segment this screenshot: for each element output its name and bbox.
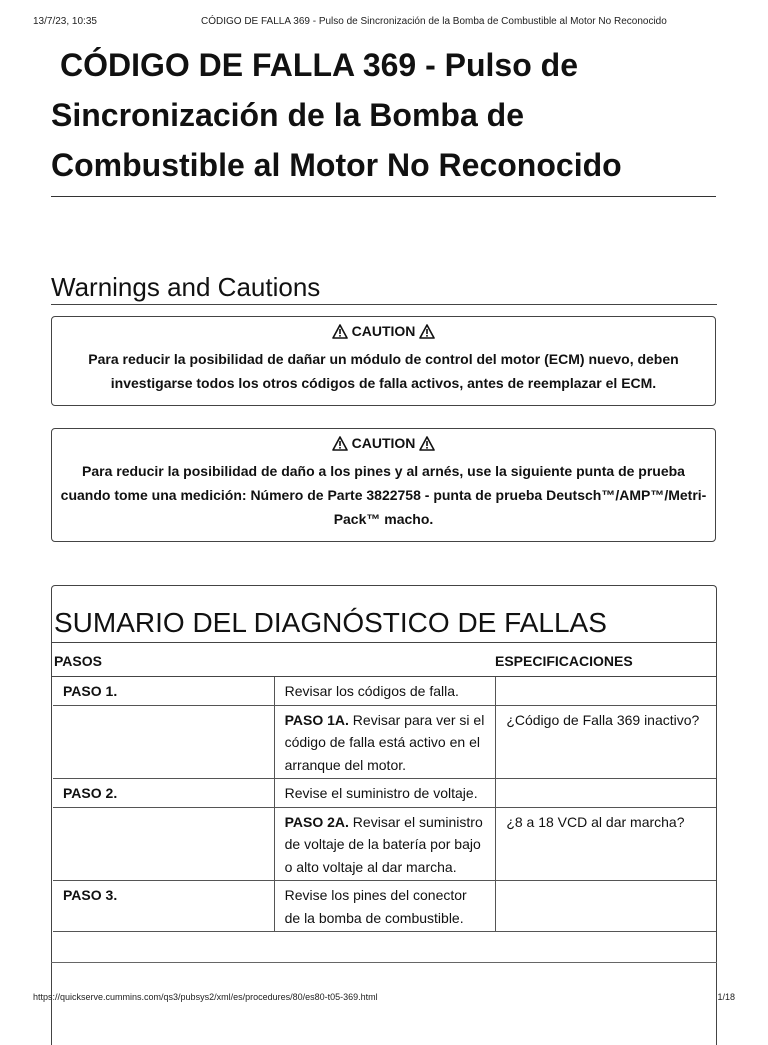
table-row <box>53 705 716 779</box>
step-action-text: Revisar los códigos de falla. <box>284 683 459 699</box>
page-number: 1/18 <box>717 992 735 1002</box>
summary-column-headers <box>52 643 716 677</box>
caution-box <box>51 428 716 542</box>
step-action-text: Revise los pines del conector de la bomba de combustible. <box>284 887 467 926</box>
sub-step-label: PASO 1A. <box>284 711 349 728</box>
page-title <box>51 40 716 197</box>
step-number-cell: PASO 1. <box>53 677 274 705</box>
warning-triangle-icon <box>419 324 435 339</box>
page-title-line-3: Combustible al Motor No Reconocido <box>51 147 622 183</box>
caution-text: Para reducir la posibilidad de daño a los pines y al arnés, use la siguiente punta de prueba cuando tome una medición: Número de Parte 3822758 - punta de prueba Deutsch™/AMP™/Metri-Pack™ macho. <box>60 463 707 527</box>
specification-cell <box>496 881 716 932</box>
warning-triangle-icon <box>332 324 348 339</box>
sub-step-label: PASO 2A. <box>284 813 349 830</box>
page-title-line-2: Sincronización de la Bomba de <box>51 97 524 133</box>
column-header-pasos: PASOS <box>54 653 102 669</box>
step-action-cell <box>274 779 496 808</box>
step-action-cell <box>274 881 496 932</box>
caution-label: CAUTION <box>351 435 416 451</box>
caution-header <box>52 319 715 343</box>
step-action-cell <box>274 705 496 779</box>
table-row <box>53 779 716 808</box>
warnings-heading: Warnings and Cautions <box>51 270 717 305</box>
caution-text: Para reducir la posibilidad de dañar un módulo de control del motor (ECM) nuevo, deben investigarse todos los otros códigos de falla activos, antes de reemplazar el ECM. <box>88 351 679 391</box>
step-number-cell: PASO 3. <box>53 881 274 932</box>
step-number-cell <box>53 807 274 881</box>
step-number-cell <box>53 705 274 779</box>
print-url: https://quickserve.cummins.com/qs3/pubsys2/xml/es/procedures/80/es80-t05-369.html <box>33 992 378 1002</box>
step-action-cell <box>274 807 496 881</box>
step-action-text: Revise el suministro de voltaje. <box>284 785 478 801</box>
step-action-text: Revisar el suministro de voltaje de la batería por bajo o alto voltaje al dar marcha. <box>284 813 483 875</box>
caution-header <box>52 431 715 455</box>
column-header-specifications: ESPECIFICACIONES <box>495 653 633 669</box>
step-number-cell: PASO 2. <box>53 779 274 808</box>
page-cut-divider <box>51 962 717 963</box>
print-date: 13/7/23, 10:35 <box>33 16 97 27</box>
print-title: CÓDIGO DE FALLA 369 - Pulso de Sincronización de la Bomba de Combustible al Motor No Reconocido <box>201 16 667 27</box>
specification-cell <box>496 677 716 705</box>
caution-box <box>51 316 716 406</box>
specification-cell <box>496 779 716 808</box>
summary-title: SUMARIO DEL DIAGNÓSTICO DE FALLAS <box>52 586 716 643</box>
page-title-line-1: CÓDIGO DE FALLA 369 - Pulso de <box>60 47 578 83</box>
specification-cell: ¿8 a 18 VCD al dar marcha? <box>496 807 716 881</box>
table-row <box>53 807 716 881</box>
step-action-cell <box>274 677 496 705</box>
step-action-text: Revisar para ver si el código de falla está activo en el arranque del motor. <box>284 711 485 773</box>
warning-triangle-icon <box>332 436 348 451</box>
specification-cell: ¿Código de Falla 369 inactivo? <box>496 705 716 779</box>
table-row <box>53 677 716 705</box>
diagnostic-steps-table <box>53 677 716 932</box>
caution-label: CAUTION <box>351 323 416 339</box>
table-row <box>53 881 716 932</box>
diagnostic-summary <box>51 585 717 1045</box>
warning-triangle-icon <box>419 436 435 451</box>
